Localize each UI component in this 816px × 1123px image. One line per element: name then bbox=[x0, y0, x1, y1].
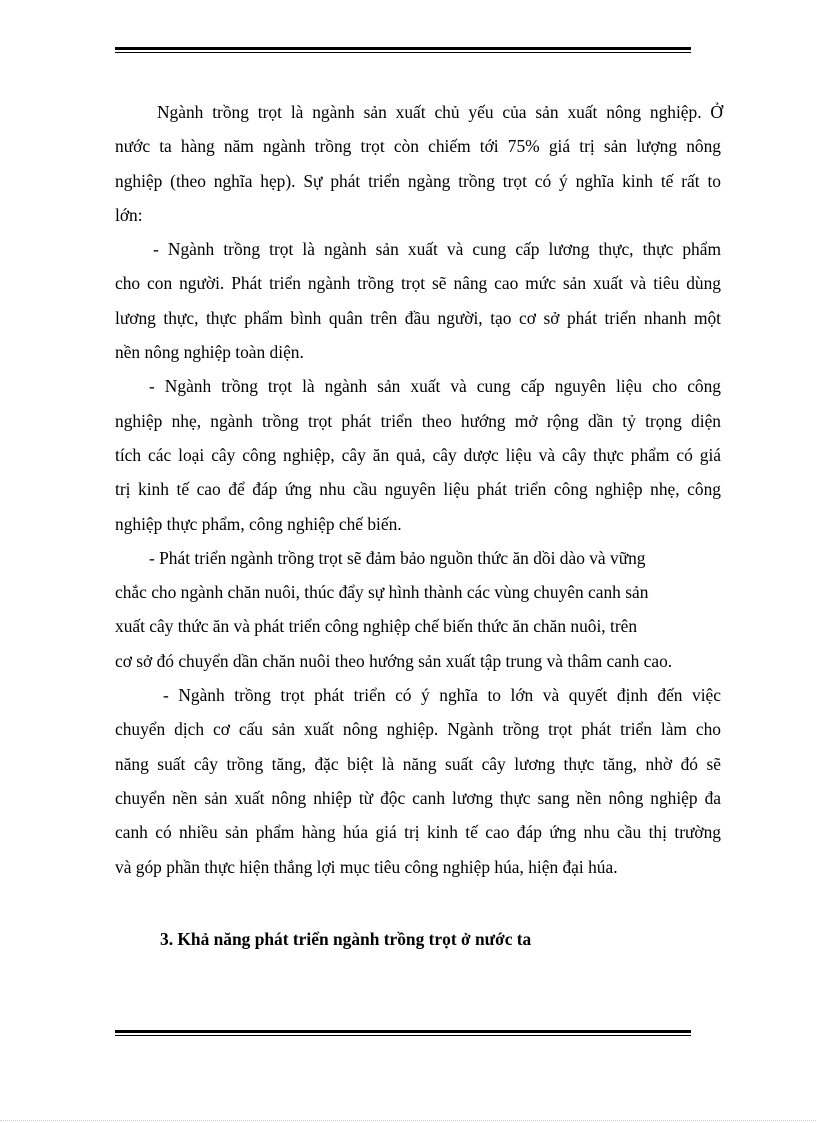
paragraph-intro: Ngành trồng trọt là ngành sản xuất chủ yếu của sản xuất nông nghiệp. Ở nước ta hàng năm ngành trồng trọt còn chiếm tới 75% giá trị sản lượng nông nghiệp (theo nghĩa hẹp). Sự phát triển ngàng trồng trọt có ý nghĩa kinh tế rất to lớn: bbox=[115, 102, 723, 225]
page-edge-divider bbox=[0, 1120, 816, 1121]
footer-rule bbox=[115, 1030, 691, 1036]
paragraph-raw-materials: - Ngành trồng trọt là ngành sản xuất và cung cấp nguyên liệu cho công nghiệp nhẹ, ngành trồng trọt phát triển theo hướng mở rộng dần tỷ trọng diện tích các loại cây công nghiệp, cây ăn quả, cây dược liệu và cây thực phẩm có giá trị kinh tế cao để đáp ứng nhu cầu nguyên liệu phát triển công nghiệp nhẹ, công nghiệp thực phẩm, công nghiệp chế biến. bbox=[115, 376, 721, 534]
paragraph-livestock: - Phát triển ngành trồng trọt sẽ đảm bảo nguồn thức ăn dồi dào và vững chắc cho ngành chăn nuôi, thúc đẩy sự hình thành các vùng chuyên canh sản xuất cây thức ăn và phát triển công nghiệp chế biến thức ăn chăn nuôi, trên cơ sở đó chuyển dần chăn nuôi theo hướng sản xuất tập trung và thâm canh cao. bbox=[115, 547, 673, 671]
body-text bbox=[115, 95, 723, 884]
paragraph-restructuring: - Ngành trồng trọt phát triển có ý nghĩa to lớn và quyết định đến việc chuyển dịch cơ cấu sản xuất nông nghiệp. Ngành trồng trọt phát triển làm cho năng suất cây trồng tăng, đặc biệt là năng suất cây lương thực tăng, nhờ đó sẽ chuyển nền sản xuất nông nhiệp từ độc canh lương thực sang nền nông nghiệp đa canh có nhiều sản phẩm hàng húa giá trị kinh tế cao đáp ứng nhu cầu thị trường và góp phần thực hiện thắng lợi mục tiêu công nghiệp húa, hiện đại húa. bbox=[115, 685, 721, 877]
header-rule bbox=[115, 47, 691, 53]
paragraph-food-supply: - Ngành trồng trọt là ngành sản xuất và cung cấp lương thực, thực phẩm cho con người. Phát triển ngành trồng trọt sẽ nâng cao mức sản xuất và tiêu dùng lương thực, thực phẩm bình quân trên đầu người, tạo cơ sở phát triển nhanh một nền nông nghiệp toàn diện. bbox=[115, 239, 721, 363]
section-heading: 3. Khả năng phát triển ngành trồng trọt ở nước ta bbox=[160, 929, 532, 949]
